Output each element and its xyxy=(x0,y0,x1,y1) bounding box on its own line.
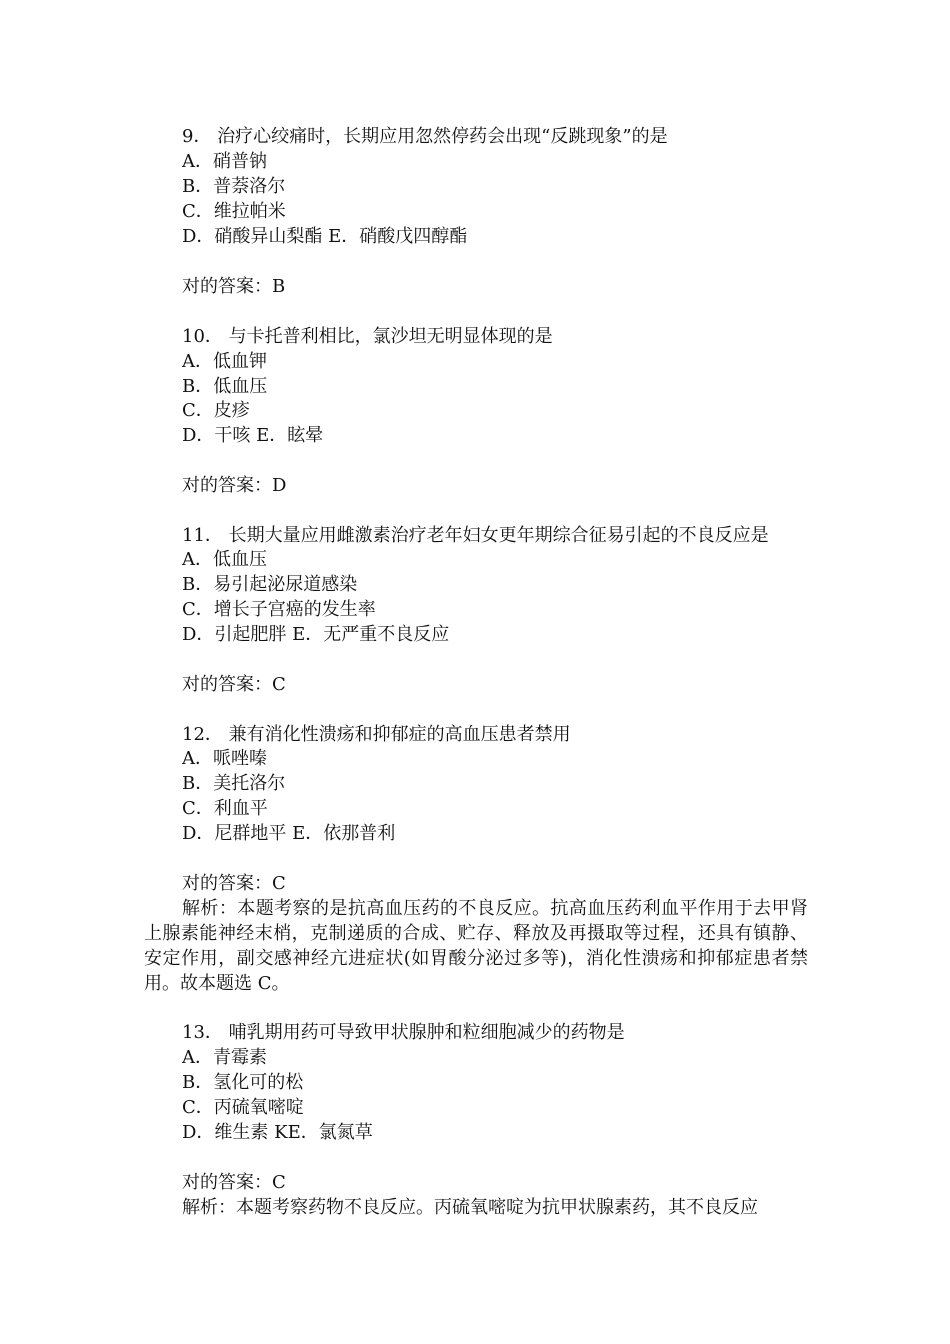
option-b: B．低血压 xyxy=(182,376,268,397)
option-a: A．硝普钠 xyxy=(182,151,267,172)
answer-analysis: 解析：本题考察药物不良反应。丙硫氧嘧啶为抗甲状腺素药，其不良反应 xyxy=(182,1197,758,1218)
option-a: A．低血钾 xyxy=(182,351,267,372)
answer-analysis: 解析：本题考察的是抗高血压药的不良反应。抗高血压药利血平作用于去甲肾上腺素能神经末梢，克制递质的合成、贮存、释放及再摄取等过程，还具有镇静、安定作用，副交感神经亢进症状(如胃酸分泌过多等)，消化性溃疡和抑郁症患者禁用。故本题选 C。 xyxy=(144,898,808,994)
correct-answer: 对的答案：C xyxy=(182,674,286,695)
correct-answer: 对的答案：C xyxy=(182,1172,286,1193)
question-stem: 10． 与卡托普利相比，氯沙坦无明显体现的是 xyxy=(182,326,553,347)
option-a: A．青霉素 xyxy=(182,1047,267,1068)
correct-answer: 对的答案：D xyxy=(182,475,287,496)
question-stem: 12． 兼有消化性溃疡和抑郁症的高血压患者禁用 xyxy=(182,724,571,745)
option-c: C．增长子宫癌的发生率 xyxy=(182,599,376,620)
option-a: A．哌唑嗪 xyxy=(182,748,267,769)
option-c: C．利血平 xyxy=(182,798,268,819)
option-b: B．氢化可的松 xyxy=(182,1072,304,1093)
correct-answer: 对的答案：B xyxy=(182,276,286,297)
option-b: B．美托洛尔 xyxy=(182,773,286,794)
question-stem: 9． 治疗心绞痛时，长期应用忽然停药会出现“反跳现象”的是 xyxy=(182,126,668,147)
option-b: B．易引起泌尿道感染 xyxy=(182,574,358,595)
option-d-e: D．维生素 KE．氯氮草 xyxy=(182,1122,373,1143)
question-stem: 13． 哺乳期用药可导致甲状腺肿和粒细胞减少的药物是 xyxy=(182,1022,625,1043)
option-a: A．低血压 xyxy=(182,549,267,570)
option-b: B．普萘洛尔 xyxy=(182,176,286,197)
option-c: C．皮疹 xyxy=(182,400,250,421)
option-d-e: D．干咳 E．眩晕 xyxy=(182,425,324,446)
option-c: C．维拉帕米 xyxy=(182,201,286,222)
option-d-e: D．尼群地平 E．依那普利 xyxy=(182,823,396,844)
correct-answer: 对的答案：C xyxy=(182,873,286,894)
option-d-e: D．引起肥胖 E．无严重不良反应 xyxy=(182,624,450,645)
option-d-e: D．硝酸异山梨酯 E．硝酸戊四醇酯 xyxy=(182,226,468,247)
question-stem: 11． 长期大量应用雌激素治疗老年妇女更年期综合征易引起的不良反应是 xyxy=(182,525,769,546)
option-c: C．丙硫氧嘧啶 xyxy=(182,1097,304,1118)
